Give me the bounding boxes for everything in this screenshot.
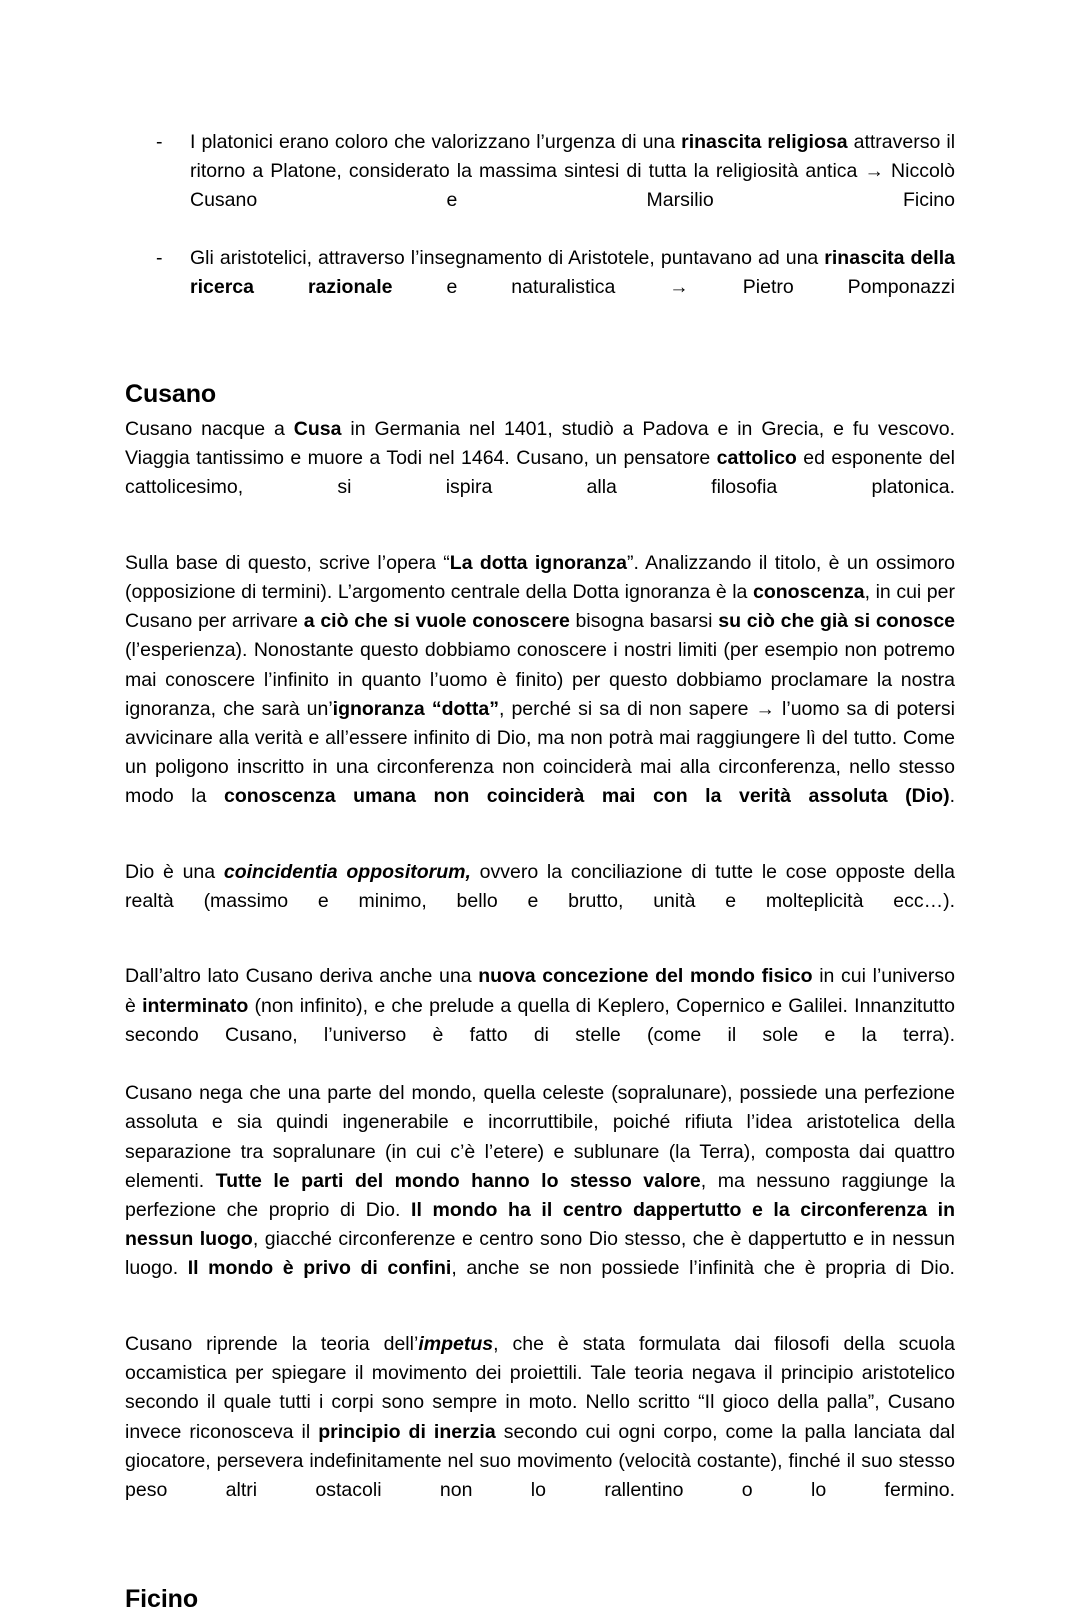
list-item <box>125 244 955 331</box>
bullet-marker-icon: - <box>156 247 163 269</box>
paragraph-dotta-ignoranza: Sulla base di questo, scrive l’opera “La dotta ignoranza”. Analizzando il titolo, è un ossimoro (opposizione di termini). L’argomento centrale della Dotta ignoranza è la conoscenza, in cui per Cusano per arrivare a ciò che si vuole conoscere bisogna basarsi su ciò che già si conosce (l’esperienza). Nonostante questo dobbiamo conoscere i nostri limiti (per esempio non potremo mai conoscere l’infinito in quanto l’uomo è finito) per questo dobbiamo proclamare la nostra ignoranza, che sarà un’ignoranza “dotta”, perché si sa di non sapere → l’uomo sa di potersi avvicinare alla verità e all’essere infinito di Dio, ma non potrà mai raggiungere lì del tutto. Come un poligono inscritto in una circonferenza non coinciderà mai alla circonferenza, nello stesso modo la conoscenza umana non coinciderà mai con la verità assoluta (Dio). <box>125 551 956 808</box>
bullet-marker-icon: - <box>156 131 163 153</box>
paragraph-mondo-fisico-b: Cusano nega che una parte del mondo, quella celeste (sopralunare), possiede una perfezione assoluta e sia quindi ingenerabile e incorruttibile, poiché rifiuta l’idea aristotelica della separazione tra sopralunare (in cui c’è l’etere) e sublunare (la Terra), composta dai quattro elementi. Tutte le parti del mondo hanno lo stesso valore, ma nessuno raggiunge la perfezione che proprio di Dio. Il mondo ha il centro dappertutto e la circonferenza in nessun luogo, giacché circonferenze e centro sono Dio stesso, che è dappertutto e in nessun luogo. Il mondo è privo di confini, anche se non possiede l’infinità che è propria di Dio. <box>125 1082 956 1280</box>
intro-bullet-list <box>125 128 955 331</box>
paragraph-coincidentia: Dio è una coincidentia oppositorum, ovvero la conciliazione di tutte le cose opposte della realtà (massimo e minimo, bello e brutto, unità e molteplicità ecc…). <box>125 860 955 913</box>
list-item <box>125 128 955 244</box>
list-item-text: Gli aristotelici, attraverso l’insegnamento di Aristotele, puntavano ad una rinascita della ricerca razionale e naturalistica → Pietro Pomponazzi <box>190 247 955 298</box>
list-item-text: I platonici erano coloro che valorizzano l’urgenza di una rinascita religiosa attraverso il ritorno a Platone, considerato la massima sintesi di tutta la religiosità antica → Niccolò Cusano e Marsilio Ficino <box>190 131 956 211</box>
paragraph-mondo-fisico-a: Dall’altro lato Cusano deriva anche una nuova concezione del mondo fisico in cui l’universo è interminato (non infinito), e che prelude a quella di Keplero, Copernico e Galilei. Innanzitutto secondo Cusano, l’universo è fatto di stelle (come il sole e la terra). <box>125 965 955 1046</box>
paragraph-cusano-bio: Cusano nacque a Cusa in Germania nel 1401, studiò a Padova e in Grecia, e fu vescovo. Viaggia tantissimo e muore a Todi nel 1464. Cusano, un pensatore cattolico ed esponente del cattolicesimo, si ispira alla filosofia platonica. <box>125 418 955 499</box>
paragraph-impetus: Cusano riprende la teoria dell’impetus, che è stata formulata dai filosofi della scuola occamistica per spiegare il movimento dei proiettili. Tale teoria negava il principio aristotelico secondo il quale tutti i corpi sono sempre in moto. Nello scritto “Il gioco della palla”, Cusano invece riconosceva il principio di inerzia secondo cui ogni corpo, come la palla lanciata dal giocatore, persevera indefinitamente nel suo movimento (velocità costante), finché il suo stesso peso altri ostacoli non lo rallentino o lo fermino. <box>125 1332 956 1501</box>
page-content <box>125 128 955 1614</box>
section-heading-cusano: Cusano <box>125 380 217 408</box>
section-heading-ficino: Ficino <box>125 1585 199 1614</box>
